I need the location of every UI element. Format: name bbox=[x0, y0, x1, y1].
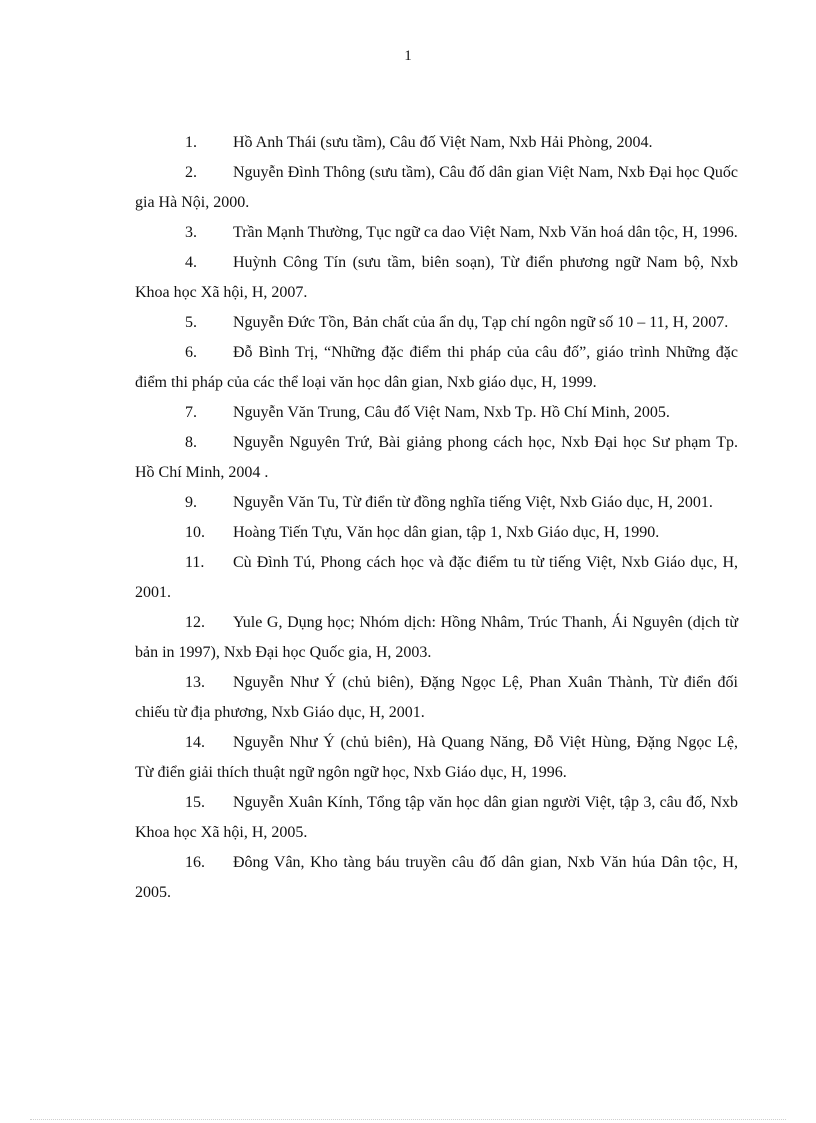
reference-text: Cù Đình Tú, Phong cách học và đặc điểm tu từ tiếng Việt, Nxb Giáo dục, H, 2001. bbox=[135, 554, 738, 601]
reference-item bbox=[135, 158, 738, 218]
reference-item bbox=[135, 668, 738, 728]
reference-number: 9. bbox=[185, 494, 197, 511]
reference-text: Nguyễn Như Ý (chủ biên), Đặng Ngọc Lệ, Phan Xuân Thành, Từ điển đối chiếu từ địa phương, Nxb Giáo dục, H, 2001. bbox=[135, 674, 738, 721]
reference-item bbox=[135, 338, 738, 398]
reference-text: Nguyễn Văn Tu, Từ điển từ đồng nghĩa tiếng Việt, Nxb Giáo dục, H, 2001. bbox=[233, 494, 713, 511]
reference-number: 16. bbox=[185, 854, 205, 871]
reference-item bbox=[135, 428, 738, 488]
reference-number: 15. bbox=[185, 794, 205, 811]
reference-text: Nguyễn Như Ý (chủ biên), Hà Quang Năng, Đỗ Việt Hùng, Đặng Ngọc Lệ, Từ điển giải thích thuật ngữ ngôn ngữ học, Nxb Giáo dục, H, 1996. bbox=[135, 734, 738, 781]
page-bottom-divider bbox=[30, 1119, 786, 1120]
reference-item bbox=[135, 218, 738, 248]
reference-item bbox=[135, 728, 738, 788]
reference-item bbox=[135, 488, 738, 518]
reference-item bbox=[135, 518, 738, 548]
reference-item bbox=[135, 128, 738, 158]
reference-text: Đông Vân, Kho tàng báu truyền câu đố dân gian, Nxb Văn húa Dân tộc, H, 2005. bbox=[135, 854, 738, 901]
reference-text: Huỳnh Công Tín (sưu tầm, biên soạn), Từ điển phương ngữ Nam bộ, Nxb Khoa học Xã hội, H, 2007. bbox=[135, 254, 738, 301]
reference-number: 10. bbox=[185, 524, 205, 541]
reference-number: 7. bbox=[185, 404, 197, 421]
page-number: 1 bbox=[404, 48, 412, 64]
reference-number: 6. bbox=[185, 344, 197, 361]
reference-text: Đỗ Bình Trị, “Những đặc điểm thi pháp của câu đố”, giáo trình Những đặc điểm thi pháp của các thể loại văn học dân gian, Nxb giáo dục, H, 1999. bbox=[135, 344, 738, 391]
reference-item bbox=[135, 398, 738, 428]
reference-text: Nguyễn Đình Thông (sưu tầm), Câu đố dân gian Việt Nam, Nxb Đại học Quốc gia Hà Nội, 2000. bbox=[135, 164, 738, 211]
reference-number: 3. bbox=[185, 224, 197, 241]
reference-number: 5. bbox=[185, 314, 197, 331]
reference-text: Nguyễn Văn Trung, Câu đố Việt Nam, Nxb Tp. Hồ Chí Minh, 2005. bbox=[233, 404, 670, 421]
reference-item bbox=[135, 848, 738, 908]
reference-text: Hồ Anh Thái (sưu tầm), Câu đố Việt Nam, Nxb Hải Phòng, 2004. bbox=[233, 134, 653, 151]
reference-item bbox=[135, 248, 738, 308]
reference-number: 11. bbox=[185, 554, 205, 571]
reference-item bbox=[135, 308, 738, 338]
reference-item bbox=[135, 788, 738, 848]
reference-list bbox=[135, 128, 738, 908]
reference-text: Nguyễn Nguyên Trứ, Bài giảng phong cách học, Nxb Đại học Sư phạm Tp. Hồ Chí Minh, 2004 . bbox=[135, 434, 738, 481]
reference-text: Yule G, Dụng học; Nhóm dịch: Hồng Nhâm, Trúc Thanh, Ái Nguyên (dịch từ bản in 1997), Nxb Đại học Quốc gia, H, 2003. bbox=[135, 614, 738, 661]
reference-number: 14. bbox=[185, 734, 205, 751]
reference-text: Hoàng Tiến Tựu, Văn học dân gian, tập 1, Nxb Giáo dục, H, 1990. bbox=[233, 524, 660, 541]
reference-text: Nguyễn Đức Tồn, Bản chất của ẩn dụ, Tạp chí ngôn ngữ số 10 – 11, H, 2007. bbox=[233, 314, 729, 331]
reference-number: 2. bbox=[185, 164, 197, 181]
reference-text: Trần Mạnh Thường, Tục ngữ ca dao Việt Nam, Nxb Văn hoá dân tộc, H, 1996. bbox=[233, 224, 738, 241]
reference-number: 8. bbox=[185, 434, 197, 451]
reference-item bbox=[135, 608, 738, 668]
reference-item bbox=[135, 548, 738, 608]
reference-number: 13. bbox=[185, 674, 205, 691]
reference-number: 4. bbox=[185, 254, 197, 271]
reference-number: 12. bbox=[185, 614, 205, 631]
reference-text: Nguyễn Xuân Kính, Tổng tập văn học dân gian người Việt, tập 3, câu đố, Nxb Khoa học Xã hội, H, 2005. bbox=[135, 794, 738, 841]
reference-number: 1. bbox=[185, 134, 197, 151]
